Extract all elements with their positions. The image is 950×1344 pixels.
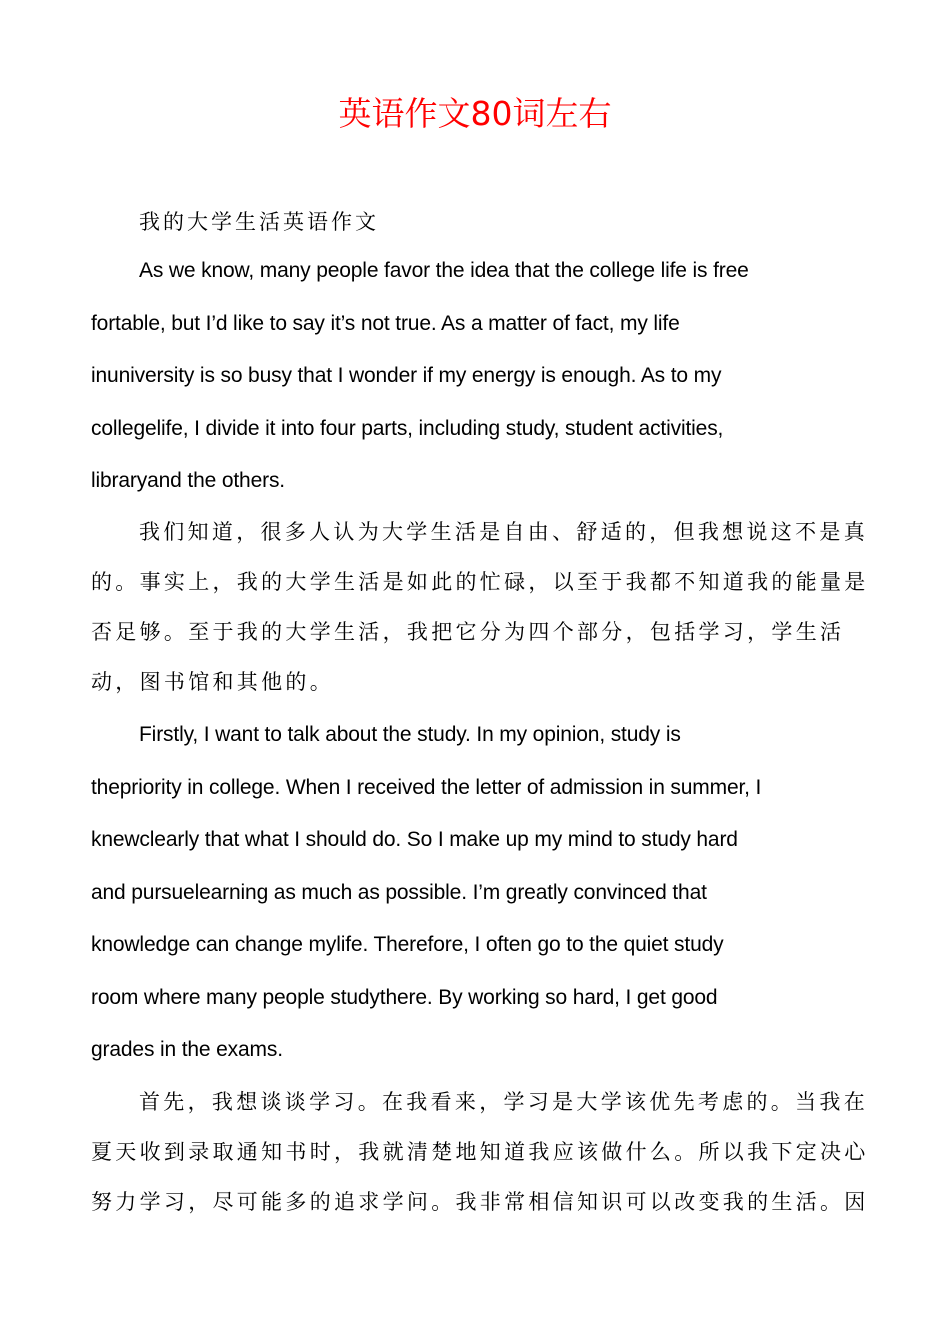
paragraph-line: collegelife, I divide it into four parts, including study, student activities, [91,416,724,440]
paragraph-line: thepriority in college. When I received the letter of admission in summer, I [91,775,762,799]
paragraph-line: inuniversity is so busy that I wonder if my energy is enough. As to my [91,364,722,387]
paragraph-line: libraryand the others. [91,469,285,492]
paragraph-line: 否足够。至于我的大学生活，我把它分为四个部分，包括学习，学生活 [91,620,845,644]
paragraph-en-1 [91,245,861,508]
paragraph-en-2 [91,709,861,1077]
paragraph-line: 的。事实上，我的大学生活是如此的忙碌，以至于我都不知道我的能量是 [91,570,869,594]
paragraph-line: knewclearly that what I should do. So I make up my mind to study hard [91,828,738,851]
paragraph-line: grades in the exams. [91,1038,283,1061]
document-title: 英语作文80词左右 [338,94,612,133]
essay-heading-text: 我的大学生活英语作文 [139,210,379,234]
paragraph-cn-1 [91,507,869,707]
paragraph-line: fortable, but I’d like to say it’s not true. As a matter of fact, my life [91,311,680,335]
paragraph-line: 努力学习，尽可能多的追求学问。我非常相信知识可以改变我的生活。因 [91,1190,869,1214]
essay-heading [91,196,861,248]
paragraph-line: 动，图书馆和其他的。 [91,670,334,694]
paragraph-line: 首先，我想谈谈学习。在我看来，学习是大学该优先考虑的。当我在 [139,1090,868,1114]
paragraph-line: knowledge can change mylife. Therefore, I often go to the quiet study [91,933,724,956]
paragraph-line: 夏天收到录取通知书时，我就清楚地知道我应该做什么。所以我下定决心 [91,1140,869,1164]
paragraph-line: As we know, many people favor the idea that the college life is free [139,259,749,282]
paragraph-line: Firstly, I want to talk about the study. In my opinion, study is [139,723,681,746]
paragraph-line: 我们知道，很多人认为大学生活是自由、舒适的，但我想说这不是真 [139,520,868,544]
paragraph-cn-2 [91,1077,869,1227]
paragraph-line: and pursuelearning as much as possible. I’m greatly convinced that [91,880,707,904]
paragraph-line: room where many people studythere. By working so hard, I get good [91,985,718,1009]
